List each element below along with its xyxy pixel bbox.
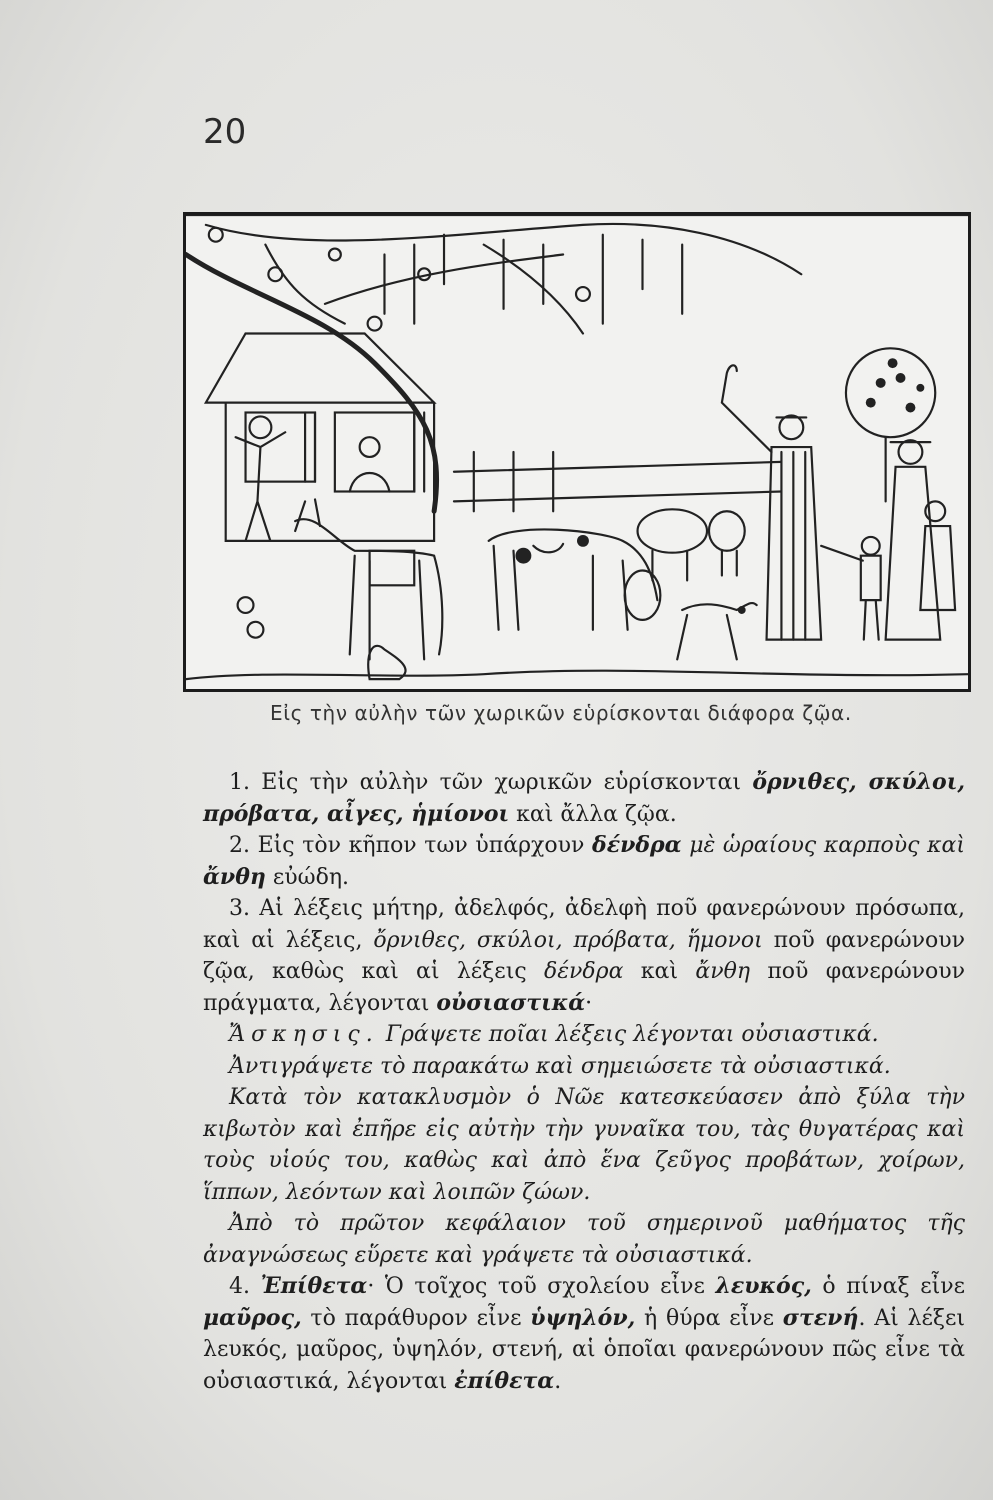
- copy-instruction: Ἀντιγράψετε τὸ παρακάτω καὶ σημειώσετε τὰ οὐσιαστικά.: [229, 1053, 891, 1079]
- text-span: ἡ θύρα εἶνε: [635, 1305, 783, 1331]
- text-span: εὐώδη.: [265, 864, 349, 890]
- paragraph-2: [203, 830, 965, 893]
- text-span: · Ὁ τοῖχος τοῦ σχολείου εἶνε: [367, 1274, 716, 1299]
- emphasized-text: ἐπίθετα: [454, 1367, 555, 1394]
- emphasized-text: ἄνθη: [203, 863, 266, 890]
- text-span: ὁ πίναξ εἶνε: [811, 1274, 966, 1299]
- emphasized-text: στενή: [782, 1304, 859, 1331]
- text-span: καὶ ἄλλα ζῷα.: [509, 801, 677, 827]
- text-span: μὲ ὡραίους καρποὺς καὶ: [681, 833, 966, 858]
- flood-passage: Κατὰ τὸν κατακλυσμὸν ὁ Νῶε κατεσκεύασεν ἀπὸ ξύλα τὴν κιβωτὸν καὶ ἐπῆρε εἰς αὐτὴν τὴν γυναῖκα του, τὰς θυγατέρας καὶ τοὺς υἱούς του, καθὼς καὶ ἀπὸ ἕνα ζεῦγος προβάτων, χοίρων, ἵππων, λεόντων καὶ λοιπῶν ζώων.: [203, 1085, 965, 1205]
- paragraph-4: [203, 1271, 965, 1397]
- text-span: ·: [585, 990, 593, 1016]
- page-number: 20: [203, 112, 247, 152]
- text-span: 4.: [229, 1274, 261, 1299]
- text-span: 2. Εἰς τὸν κῆπον των ὑπάρχουν: [229, 833, 593, 858]
- paragraph-3: [203, 893, 965, 1019]
- text-span: . Αἱ λέξει λευκός, μαῦρος, ὑψηλόν, στενή, αἱ ὁποῖαι φανερώνουν πῶς εἶνε τὰ οὐσιαστικά, λέγονται: [203, 1305, 965, 1394]
- italic-text: ὄρνιθες, σκύλοι, πρόβατα, ἥμονοι: [373, 927, 763, 953]
- text-span: ποῦ φανερώνουν ζῷα, καθὼς καὶ αἱ λέξεις: [203, 927, 965, 984]
- text-span: καὶ: [623, 959, 696, 984]
- emphasized-text: οὐσιαστικά: [436, 989, 586, 1016]
- lesson-text: [203, 767, 965, 1397]
- text-span: Γράψετε ποῖαι λέξεις λέγονται οὐσιαστικά.: [378, 1022, 879, 1047]
- figure-caption: Εἰς τὴν αὐλὴν τῶν χωρικῶν εὑρίσκονται διάφορα ζῷα.: [270, 701, 852, 725]
- text-span: 3. Αἱ λέξεις μήτηρ, ἀδελφός, ἀδελφὴ ποῦ φανερώνουν πρόσωπα, καὶ αἱ λέξεις,: [203, 896, 965, 953]
- text-span: ποῦ φανερώνουν πράγματα, λέγονται: [203, 959, 966, 1016]
- exercise-paragraph: [203, 1019, 965, 1051]
- emphasized-text: Ἐπίθετα: [260, 1273, 368, 1299]
- text-span: .: [554, 1368, 562, 1394]
- emphasized-text: λευκός,: [715, 1273, 812, 1299]
- text-span: 1. Εἰς τὴν αὐλὴν τῶν χωρικῶν εὑρίσκονται: [229, 770, 753, 795]
- text-span: τὸ παράθυρον εἶνε: [301, 1305, 531, 1331]
- italic-text: δένδρα: [543, 959, 624, 984]
- emphasized-text: ὄρνιθες, σκύλοι, πρόβατα, αἶγες, ἡμίονοι: [203, 769, 965, 827]
- farmyard-drawing: [186, 215, 968, 689]
- emphasized-text: δένδρα: [592, 832, 682, 858]
- chapter-instruction: Ἀπὸ τὸ πρῶτον κεφάλαιον τοῦ σημερινοῦ μαθήματος τῆς ἀναγνώσεως εὕρετε καὶ γράψετε τὰ οὐσιαστικά.: [203, 1211, 965, 1268]
- exercise-label: Ἄσκησις.: [229, 1022, 379, 1047]
- emphasized-text: μαῦρος,: [203, 1304, 302, 1331]
- paragraph-1: [203, 767, 965, 830]
- italic-text: ἄνθη: [695, 959, 750, 984]
- emphasized-text: ὑψηλόν,: [530, 1304, 636, 1331]
- farmyard-illustration: [183, 212, 971, 692]
